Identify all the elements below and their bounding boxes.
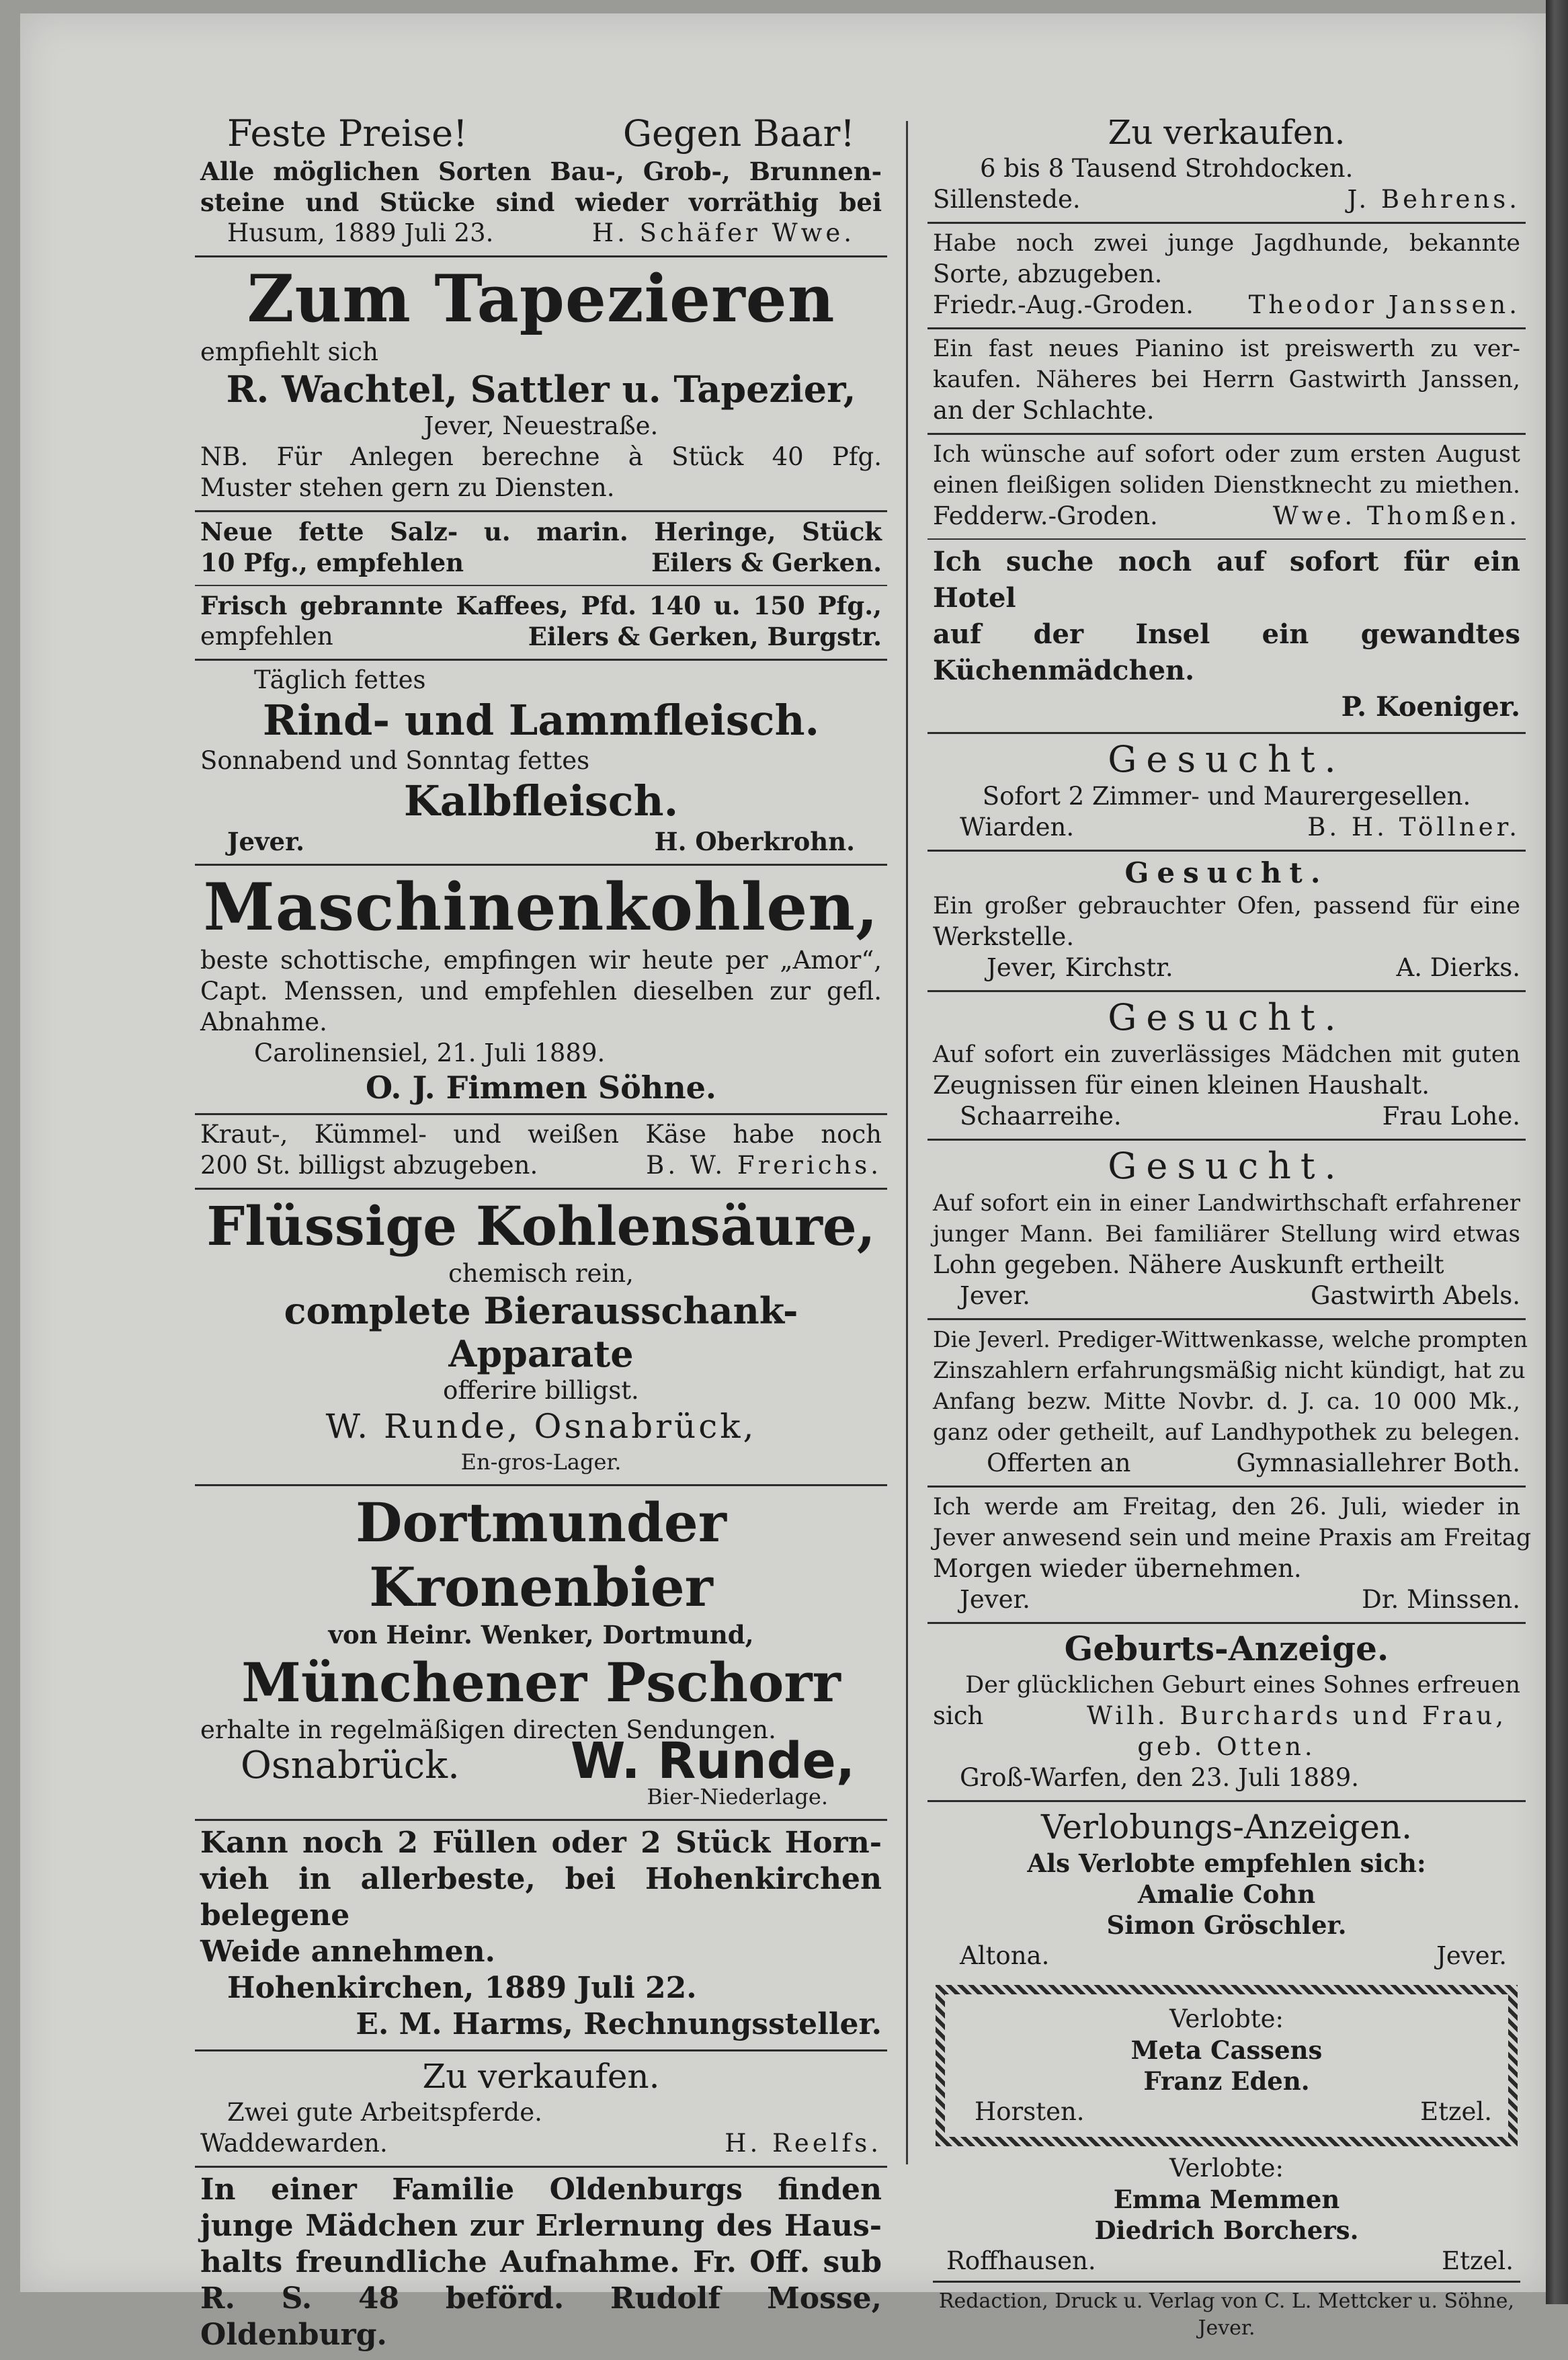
ad-text: Zwei gute Arbeitspferde. bbox=[227, 2098, 542, 2127]
ad-abels bbox=[927, 1141, 1526, 1320]
ad-title: Zum Tapezieren bbox=[247, 261, 835, 337]
book-binding bbox=[1546, 0, 1568, 2304]
ad-text: Frisch gebrannte Kaffees, Pfd. 140 u. 150 Pfg., bbox=[200, 591, 882, 620]
ad-text: geb. Otten. bbox=[1137, 1732, 1316, 1761]
ad-place: Etzel. bbox=[1442, 2246, 1514, 2275]
ad-signature: W. Runde, Osnabrück, bbox=[325, 1407, 757, 1446]
ad-title: Gesucht. bbox=[1108, 996, 1346, 1039]
ad-signature: R. Wachtel, Sattler u. Tapezier, bbox=[226, 368, 856, 411]
ad-runde-bier bbox=[195, 1486, 887, 1821]
engagement-box bbox=[936, 1985, 1518, 2146]
ad-signature: H. Oberkrohn. bbox=[654, 827, 855, 856]
ad-text: Als Verlobte empfehlen sich: bbox=[1027, 1848, 1426, 1878]
ad-lohe bbox=[927, 992, 1526, 1141]
ad-wachtel bbox=[195, 257, 887, 512]
ad-place: Jever. bbox=[960, 1585, 1030, 1614]
ad-text: Der glücklichen Geburt eines Sohnes erfreuen bbox=[965, 1672, 1520, 1699]
ad-both bbox=[927, 1320, 1526, 1488]
ad-memmen bbox=[933, 2153, 1520, 2277]
ad-frerichs bbox=[195, 1115, 887, 1190]
ad-runde-kohlensaeure bbox=[195, 1190, 887, 1486]
ad-text: Sonnabend und Sonntag fettes bbox=[200, 746, 590, 775]
ad-signature: E. M. Harms, Rechnungssteller. bbox=[356, 2007, 882, 2041]
ad-title: Gesucht. bbox=[1108, 738, 1346, 780]
ad-text: Neue fette Salz- u. marin. Heringe, Stück bbox=[200, 517, 882, 546]
ad-signature: B. H. Töllner. bbox=[1307, 813, 1520, 842]
ad-text: Auf sofort ein zuverlässiges Mädchen mit guten bbox=[933, 1041, 1520, 1068]
ad-text: Täglich fettes bbox=[254, 665, 426, 694]
ad-text: kaufen. Näheres bei Herrn Gastwirth Janssen, bbox=[933, 366, 1520, 393]
ad-place: Jever. bbox=[227, 827, 305, 856]
ad-text: Werkstelle. bbox=[933, 922, 1075, 951]
ad-place: Horsten. bbox=[975, 2097, 1085, 2126]
ad-text: beste schottische, empfingen wir heute per „Amor“, bbox=[200, 946, 882, 975]
ad-text: von Heinr. Wenker, Dortmund, bbox=[328, 1620, 754, 1650]
ad-kaffees bbox=[195, 586, 887, 661]
ad-place: Husum, 1889 Juli 23. bbox=[227, 218, 494, 247]
ad-place: Schaarreihe. bbox=[960, 1102, 1122, 1131]
ad-signature: Dr. Minssen. bbox=[1362, 1585, 1520, 1614]
ad-title: Kalbfleisch. bbox=[403, 776, 679, 825]
ad-title: Gesucht. bbox=[1124, 856, 1329, 889]
ad-koeniger bbox=[927, 540, 1526, 734]
ad-signature: O. J. Fimmen Söhne. bbox=[366, 1069, 716, 1106]
ad-text: einen fleißigen soliden Dienstknecht zu miethen. bbox=[933, 472, 1520, 499]
ad-text: ganz oder getheilt, auf Landhypothek zu belegen. bbox=[933, 1419, 1520, 1446]
ad-text: halts freundliche Aufnahme. Fr. Off. sub bbox=[200, 2245, 882, 2279]
ad-text: junge Mädchen zur Erlernung des Haus- bbox=[200, 2209, 882, 2243]
ad-toellner bbox=[927, 734, 1526, 852]
ad-text: Alle möglichen Sorten Bau-, Grob-, Brunnen- bbox=[200, 157, 882, 186]
ad-text: Zinszahlern erfahrungsmäßig nicht kündigt, hat zu bbox=[933, 1357, 1526, 1384]
ad-title: Münchener Pschorr bbox=[241, 1651, 841, 1714]
ad-schaefer bbox=[195, 108, 887, 257]
ad-text: Bier-Niederlage. bbox=[647, 1784, 828, 1809]
ad-text: Jever anwesend sein und meine Praxis am Freitag bbox=[933, 1524, 1532, 1551]
ad-title: Verlobungs-Anzeigen. bbox=[1040, 1807, 1412, 1846]
ad-text: Capt. Menssen, und empfehlen dieselben zur gefl. bbox=[200, 977, 882, 1006]
ad-oberkrohn bbox=[195, 661, 887, 866]
ad-signature: Wilh. Burchards und Frau, bbox=[1087, 1701, 1507, 1730]
ad-heringe bbox=[195, 512, 887, 586]
ad-place: Waddewarden. bbox=[200, 2129, 388, 2158]
ad-name: Meta Cassens bbox=[1130, 2035, 1323, 2065]
ad-verlobung bbox=[927, 1802, 1526, 2349]
ad-title: Rind- und Lammfleisch. bbox=[262, 696, 820, 745]
ad-dierks bbox=[927, 852, 1526, 992]
ad-text: Ich suche noch auf sofort für ein Hotel bbox=[933, 546, 1520, 614]
ad-fimmen bbox=[195, 866, 887, 1115]
ad-signature: H. Reelfs. bbox=[725, 2129, 882, 2158]
ad-minssen bbox=[927, 1488, 1532, 1624]
ad-text: Ein großer gebrauchter Ofen, passend für eine bbox=[933, 893, 1520, 920]
ad-name: Diedrich Borchers. bbox=[1094, 2215, 1359, 2245]
ad-signature: Eilers & Gerken. bbox=[651, 548, 882, 577]
ad-title: Zu verkaufen. bbox=[1108, 113, 1346, 152]
ad-date: Groß-Warfen, den 23. Juli 1889. bbox=[960, 1763, 1360, 1792]
ad-text: Zeugnissen für einen kleinen Haushalt. bbox=[933, 1071, 1430, 1100]
ad-text: 6 bis 8 Tausend Strohdocken. bbox=[980, 154, 1354, 183]
ad-text: offerire billigst. bbox=[443, 1376, 639, 1405]
ad-text: Weide annehmen. bbox=[200, 1935, 495, 1969]
ad-title: Gesucht. bbox=[1108, 1145, 1346, 1187]
ad-title: Flüssige Kohlensäure, bbox=[206, 1194, 876, 1258]
ad-text: junger Mann. Bei familiärer Stellung wird etwas bbox=[933, 1221, 1520, 1248]
ad-place: Friedr.-Aug.-Groden. bbox=[933, 290, 1194, 319]
ad-text: Habe noch zwei junge Jagdhunde, bekannte bbox=[933, 230, 1520, 257]
ad-heading: Feste Preise! bbox=[227, 112, 468, 155]
ad-label: Verlobte: bbox=[1169, 2154, 1284, 2183]
ad-signature: W. Runde, bbox=[570, 1732, 855, 1790]
ad-harms bbox=[195, 1821, 887, 2051]
ad-signature: B. W. Frerichs. bbox=[646, 1151, 882, 1180]
ad-name: Amalie Cohn bbox=[1137, 1879, 1316, 1909]
ad-name: Emma Memmen bbox=[1113, 2185, 1340, 2214]
ad-signature: Eilers & Gerken, Burgstr. bbox=[528, 622, 882, 651]
ad-place: Roffhausen. bbox=[946, 2246, 1096, 2275]
ad-text: empfiehlt sich bbox=[200, 337, 378, 366]
ad-text: In einer Familie Oldenburgs finden bbox=[200, 2172, 882, 2207]
ad-place: Etzel. bbox=[1420, 2097, 1492, 2126]
ad-text: Abnahme. bbox=[200, 1008, 327, 1036]
ad-text: Auf sofort ein in einer Landwirthschaft erfahrener bbox=[933, 1190, 1520, 1217]
ad-text: an der Schlachte. bbox=[933, 396, 1155, 425]
ad-date: Carolinensiel, 21. Juli 1889. bbox=[254, 1039, 606, 1067]
ad-text: sich bbox=[933, 1701, 984, 1730]
ad-mosse bbox=[195, 2168, 887, 2360]
ad-title: Zu verkaufen. bbox=[422, 2057, 660, 2096]
ad-pianino bbox=[927, 329, 1526, 435]
ad-signature: Frau Lohe. bbox=[1382, 1102, 1520, 1131]
ad-text: R. S. 48 beförd. Rudolf Mosse, Oldenburg. bbox=[200, 2281, 882, 2352]
ad-text: Lohn gegeben. Nähere Auskunft ertheilt bbox=[933, 1250, 1444, 1279]
ad-signature: J. Behrens. bbox=[1347, 185, 1520, 214]
ad-text: complete Bierausschank-Apparate bbox=[284, 1289, 798, 1375]
ad-place: Jever, Kirchstr. bbox=[987, 953, 1173, 982]
ad-place: Jever. bbox=[960, 1281, 1030, 1310]
ad-heading: Gegen Baar! bbox=[622, 112, 855, 155]
ad-place: Jever. bbox=[1436, 1941, 1507, 1970]
ad-text: En-gros-Lager. bbox=[460, 1449, 622, 1475]
ad-signature: A. Dierks. bbox=[1396, 953, 1520, 982]
ad-name: Franz Eden. bbox=[1143, 2066, 1310, 2096]
ad-place: Altona. bbox=[960, 1941, 1050, 1970]
ad-date: Hohenkirchen, 1889 Juli 22. bbox=[227, 1971, 697, 2005]
ad-text: steine und Stücke sind wieder vorräthig bei bbox=[200, 188, 882, 217]
ad-text: Sorte, abzugeben. bbox=[933, 259, 1163, 288]
ad-title: Dortmunder Kronenbier bbox=[356, 1491, 727, 1619]
ad-text: Morgen wieder übernehmen. bbox=[933, 1554, 1302, 1583]
ad-geburt bbox=[927, 1624, 1526, 1802]
ad-title: Maschinenkohlen, bbox=[203, 869, 879, 945]
ad-text: Kraut-, Kümmel- und weißen Käse habe noch bbox=[200, 1120, 882, 1149]
ad-text: NB. Für Anlegen berechne à Stück 40 Pfg. bbox=[200, 442, 882, 471]
ad-text: Kann noch 2 Füllen oder 2 Stück Horn- bbox=[200, 1826, 882, 1860]
ad-janssen bbox=[927, 224, 1526, 329]
ad-text: auf der Insel ein gewandtes Küchenmädchen. bbox=[933, 618, 1520, 686]
ad-text: Die Jeverl. Prediger-Wittwenkasse, welche prompten bbox=[933, 1326, 1528, 1352]
ad-text: 10 Pfg., empfehlen bbox=[200, 548, 464, 577]
ad-signature: Gastwirth Abels. bbox=[1310, 1281, 1520, 1310]
ad-text: Muster stehen gern zu Diensten. bbox=[200, 473, 615, 502]
ad-address: Jever, Neuestraße. bbox=[423, 411, 659, 440]
ad-signature: P. Koeniger. bbox=[1341, 691, 1520, 723]
ad-name: Simon Gröschler. bbox=[1106, 1910, 1347, 1940]
ad-place: Fedderw.-Groden. bbox=[933, 501, 1158, 530]
ad-text: chemisch rein, bbox=[448, 1259, 634, 1288]
ad-place: Sillenstede. bbox=[933, 185, 1081, 214]
right-column bbox=[927, 108, 1532, 2349]
ad-title: Geburts-Anzeige. bbox=[1064, 1629, 1389, 1668]
ad-text: erhalte in regelmäßigen directen Sendungen. bbox=[200, 1715, 776, 1744]
ad-reelfs bbox=[195, 2051, 887, 2168]
column-divider bbox=[906, 121, 908, 2164]
ad-text: vieh in allerbeste, bei Hohenkirchen belegene bbox=[200, 1862, 882, 1932]
ad-text: Ein fast neues Pianino ist preiswerth zu ver- bbox=[933, 335, 1520, 362]
ad-text: Anfang bezw. Mitte Novbr. d. J. ca. 10 000 Mk., bbox=[933, 1388, 1520, 1415]
imprint-footer: Redaction, Druck u. Verlag von C. L. Mettcker u. Söhne, Jever. bbox=[938, 2289, 1515, 2340]
ad-label: Verlobte: bbox=[1169, 2004, 1284, 2033]
ad-place: Wiarden. bbox=[960, 813, 1075, 842]
ad-place: Osnabrück. bbox=[241, 1744, 460, 1787]
ad-behrens bbox=[927, 108, 1526, 224]
ad-signature: Theodor Janssen. bbox=[1248, 290, 1520, 319]
ad-signature: Gymnasiallehrer Both. bbox=[1236, 1449, 1520, 1477]
left-column bbox=[195, 108, 887, 2360]
ad-text: Offerten an bbox=[987, 1449, 1131, 1477]
ad-text: Ich werde am Freitag, den 26. Juli, wieder in bbox=[933, 1494, 1520, 1520]
ad-text: Ich wünsche auf sofort oder zum ersten August bbox=[933, 441, 1520, 468]
ad-text: Sofort 2 Zimmer- und Maurergesellen. bbox=[982, 782, 1471, 811]
ad-signature: H. Schäfer Wwe. bbox=[591, 218, 855, 247]
ad-text: 200 St. billigst abzugeben. bbox=[200, 1151, 538, 1180]
ad-thomssen bbox=[927, 435, 1526, 540]
ad-signature: Wwe. Thomßen. bbox=[1272, 501, 1520, 530]
ad-text: empfehlen bbox=[200, 622, 333, 651]
